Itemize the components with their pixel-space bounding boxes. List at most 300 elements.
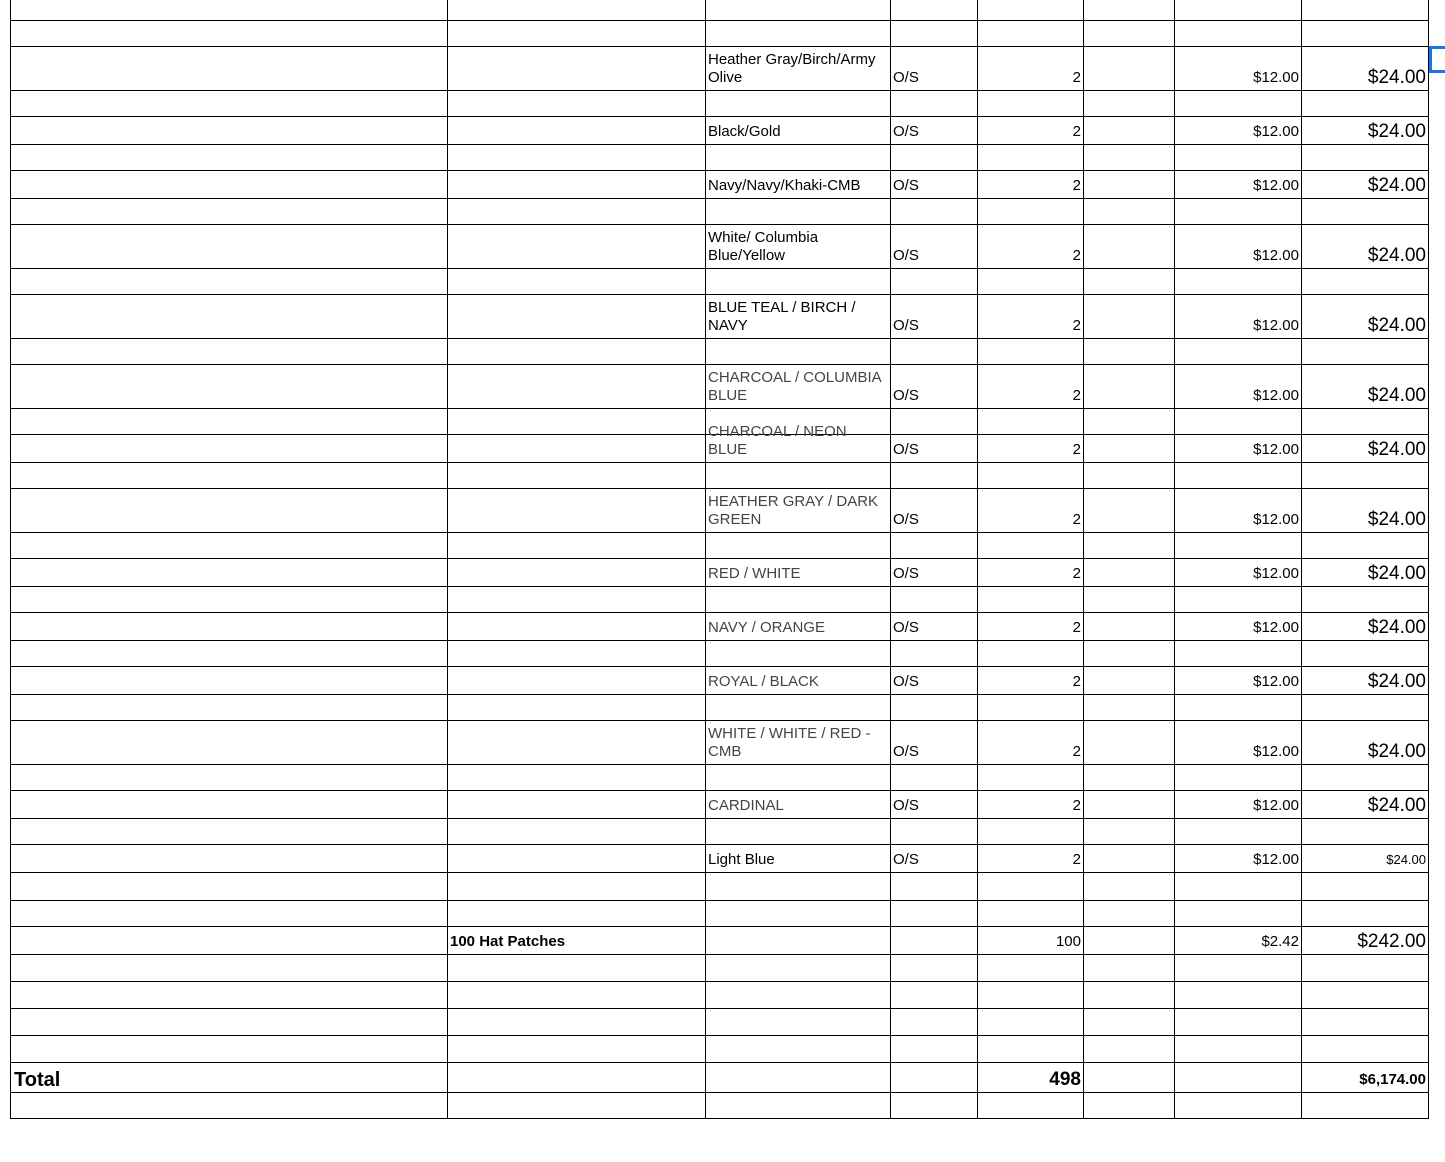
product-group-cell[interactable]: [447, 294, 706, 339]
empty-cell[interactable]: [1174, 764, 1302, 791]
empty-cell[interactable]: [1301, 872, 1429, 901]
color-cell[interactable]: [705, 790, 891, 819]
product-group-cell[interactable]: [447, 666, 706, 695]
price-cell[interactable]: [1174, 720, 1302, 765]
empty-cell[interactable]: [890, 338, 978, 365]
empty-cell[interactable]: [890, 1035, 978, 1063]
empty-cell[interactable]: [1174, 90, 1302, 117]
empty-cell[interactable]: [977, 532, 1084, 559]
empty-cell[interactable]: [1083, 872, 1175, 901]
empty-cell[interactable]: [1174, 338, 1302, 365]
color-cell[interactable]: [705, 926, 891, 955]
empty-cell[interactable]: [10, 20, 448, 47]
size-cell[interactable]: [890, 224, 978, 269]
product-group-cell[interactable]: [447, 558, 706, 587]
price-cell[interactable]: [1174, 116, 1302, 145]
empty-cell[interactable]: [890, 872, 978, 901]
empty-cell[interactable]: [10, 981, 448, 1009]
empty-cell[interactable]: [10, 640, 448, 667]
empty-cell[interactable]: [705, 764, 891, 791]
empty-cell[interactable]: [1301, 20, 1429, 47]
price-cell[interactable]: [1174, 558, 1302, 587]
amount-cell[interactable]: [1301, 844, 1429, 873]
empty-cell[interactable]: [705, 900, 891, 927]
empty-cell[interactable]: [977, 144, 1084, 171]
empty-cell[interactable]: [10, 954, 448, 982]
empty-cell[interactable]: [977, 1008, 1084, 1036]
blank-cell[interactable]: [1083, 46, 1175, 91]
empty-cell[interactable]: [1301, 338, 1429, 365]
row-label-cell[interactable]: [10, 612, 448, 641]
empty-cell[interactable]: [447, 144, 706, 171]
empty-cell[interactable]: [705, 640, 891, 667]
size-cell[interactable]: [890, 720, 978, 765]
empty-cell[interactable]: [10, 462, 448, 489]
empty-cell[interactable]: [705, 586, 891, 613]
empty-cell[interactable]: [1174, 954, 1302, 982]
empty-cell[interactable]: [1301, 640, 1429, 667]
empty-cell[interactable]: [977, 0, 1084, 21]
empty-cell[interactable]: [977, 408, 1084, 435]
empty-cell[interactable]: [10, 586, 448, 613]
empty-cell[interactable]: [447, 818, 706, 845]
amount-cell[interactable]: [1301, 46, 1429, 91]
empty-cell[interactable]: [890, 0, 978, 21]
empty-cell[interactable]: [890, 90, 978, 117]
empty-cell[interactable]: [1174, 144, 1302, 171]
empty-cell[interactable]: [1083, 954, 1175, 982]
empty-cell[interactable]: [1301, 818, 1429, 845]
empty-cell[interactable]: [1301, 1092, 1429, 1119]
empty-cell[interactable]: [10, 694, 448, 721]
patches-item-cell[interactable]: [447, 926, 706, 955]
color-cell[interactable]: [705, 170, 891, 199]
empty-cell[interactable]: [447, 268, 706, 295]
product-group-cell[interactable]: [447, 488, 706, 533]
amount-cell[interactable]: [1301, 224, 1429, 269]
qty-cell[interactable]: [977, 364, 1084, 409]
empty-cell[interactable]: [977, 268, 1084, 295]
size-cell[interactable]: [890, 844, 978, 873]
qty-cell[interactable]: [977, 666, 1084, 695]
empty-cell[interactable]: [890, 818, 978, 845]
color-cell[interactable]: [705, 294, 891, 339]
empty-cell[interactable]: [447, 954, 706, 982]
empty-cell[interactable]: [1083, 338, 1175, 365]
product-group-cell[interactable]: [447, 434, 706, 463]
size-cell[interactable]: [890, 612, 978, 641]
empty-cell[interactable]: [705, 338, 891, 365]
empty-cell[interactable]: [1083, 144, 1175, 171]
blank-cell[interactable]: [1083, 434, 1175, 463]
row-label-cell[interactable]: [10, 790, 448, 819]
empty-cell[interactable]: [1301, 694, 1429, 721]
empty-cell[interactable]: [10, 764, 448, 791]
empty-cell[interactable]: [1174, 1035, 1302, 1063]
empty-cell[interactable]: [1174, 268, 1302, 295]
empty-cell[interactable]: [705, 818, 891, 845]
color-cell[interactable]: [705, 558, 891, 587]
empty-cell[interactable]: [1174, 640, 1302, 667]
empty-cell[interactable]: [447, 981, 706, 1009]
size-cell[interactable]: [890, 170, 978, 199]
size-cell[interactable]: [890, 116, 978, 145]
size-cell[interactable]: [890, 926, 978, 955]
empty-cell[interactable]: [447, 900, 706, 927]
color-cell[interactable]: [705, 488, 891, 533]
blank-cell[interactable]: [1083, 926, 1175, 955]
blank-cell[interactable]: [1083, 844, 1175, 873]
empty-cell[interactable]: [1174, 586, 1302, 613]
empty-cell[interactable]: [1301, 144, 1429, 171]
empty-cell[interactable]: [1174, 981, 1302, 1009]
qty-cell[interactable]: [977, 844, 1084, 873]
empty-cell[interactable]: [1174, 1008, 1302, 1036]
product-group-cell[interactable]: [447, 844, 706, 873]
empty-cell[interactable]: [10, 144, 448, 171]
product-group-cell[interactable]: [447, 224, 706, 269]
qty-cell[interactable]: [977, 434, 1084, 463]
empty-cell[interactable]: [1083, 981, 1175, 1009]
amount-cell[interactable]: [1301, 666, 1429, 695]
price-cell[interactable]: [1174, 170, 1302, 199]
empty-cell[interactable]: [705, 0, 891, 21]
price-cell[interactable]: [1174, 666, 1302, 695]
empty-cell[interactable]: [1301, 532, 1429, 559]
empty-cell[interactable]: [977, 954, 1084, 982]
size-cell[interactable]: [890, 294, 978, 339]
cell-selection-indicator[interactable]: [1429, 46, 1445, 73]
empty-cell[interactable]: [890, 532, 978, 559]
empty-cell[interactable]: [890, 1092, 978, 1119]
amount-cell[interactable]: [1301, 170, 1429, 199]
empty-cell[interactable]: [447, 586, 706, 613]
empty-cell[interactable]: [447, 640, 706, 667]
empty-cell[interactable]: [10, 90, 448, 117]
empty-cell[interactable]: [977, 586, 1084, 613]
empty-cell[interactable]: [1174, 20, 1302, 47]
empty-cell[interactable]: [1083, 818, 1175, 845]
empty-cell[interactable]: [1083, 408, 1175, 435]
empty-cell[interactable]: [1301, 1008, 1429, 1036]
empty-cell[interactable]: [977, 20, 1084, 47]
empty-cell[interactable]: [890, 694, 978, 721]
empty-cell[interactable]: [1174, 198, 1302, 225]
price-cell[interactable]: [1174, 926, 1302, 955]
blank-cell[interactable]: [1083, 488, 1175, 533]
price-cell[interactable]: [1174, 612, 1302, 641]
empty-cell[interactable]: [447, 532, 706, 559]
price-cell[interactable]: [1174, 224, 1302, 269]
empty-cell[interactable]: [705, 872, 891, 901]
row-label-cell[interactable]: [10, 844, 448, 873]
color-cell[interactable]: [705, 116, 891, 145]
qty-cell[interactable]: [977, 720, 1084, 765]
empty-cell[interactable]: [705, 1035, 891, 1063]
blank-cell[interactable]: [1083, 720, 1175, 765]
empty-cell[interactable]: [977, 981, 1084, 1009]
empty-cell[interactable]: [890, 198, 978, 225]
empty-cell[interactable]: [1083, 532, 1175, 559]
total-amount-cell[interactable]: [1301, 1062, 1429, 1093]
blank-cell[interactable]: [1083, 170, 1175, 199]
empty-cell[interactable]: [890, 20, 978, 47]
empty-cell[interactable]: [705, 954, 891, 982]
empty-cell[interactable]: [447, 338, 706, 365]
row-label-cell[interactable]: [10, 926, 448, 955]
empty-cell[interactable]: [1083, 0, 1175, 21]
empty-cell[interactable]: [890, 462, 978, 489]
empty-cell[interactable]: [1083, 1092, 1175, 1119]
empty-cell[interactable]: [447, 1035, 706, 1063]
amount-cell[interactable]: [1301, 364, 1429, 409]
color-cell[interactable]: [705, 224, 891, 269]
empty-cell[interactable]: [447, 20, 706, 47]
empty-cell[interactable]: [1174, 462, 1302, 489]
amount-cell[interactable]: [1301, 720, 1429, 765]
blank-cell[interactable]: [447, 1062, 706, 1093]
color-cell[interactable]: [705, 46, 891, 91]
row-label-cell[interactable]: [10, 364, 448, 409]
empty-cell[interactable]: [1174, 0, 1302, 21]
row-label-cell[interactable]: [10, 666, 448, 695]
blank-cell[interactable]: [1083, 224, 1175, 269]
blank-cell[interactable]: [1083, 294, 1175, 339]
empty-cell[interactable]: [890, 640, 978, 667]
empty-cell[interactable]: [447, 764, 706, 791]
empty-cell[interactable]: [977, 818, 1084, 845]
empty-cell[interactable]: [1174, 694, 1302, 721]
blank-cell[interactable]: [1083, 364, 1175, 409]
empty-cell[interactable]: [1174, 818, 1302, 845]
amount-cell[interactable]: [1301, 558, 1429, 587]
empty-cell[interactable]: [1301, 0, 1429, 21]
empty-cell[interactable]: [1083, 462, 1175, 489]
blank-cell[interactable]: [1174, 1062, 1302, 1093]
empty-cell[interactable]: [705, 198, 891, 225]
empty-cell[interactable]: [1301, 268, 1429, 295]
blank-cell[interactable]: [1083, 116, 1175, 145]
empty-cell[interactable]: [890, 408, 978, 435]
row-label-cell[interactable]: [10, 294, 448, 339]
empty-cell[interactable]: [10, 818, 448, 845]
product-group-cell[interactable]: [447, 790, 706, 819]
qty-cell[interactable]: [977, 926, 1084, 955]
amount-cell[interactable]: [1301, 488, 1429, 533]
qty-cell[interactable]: [977, 170, 1084, 199]
empty-cell[interactable]: [447, 408, 706, 435]
empty-cell[interactable]: [447, 198, 706, 225]
empty-cell[interactable]: [447, 462, 706, 489]
empty-cell[interactable]: [890, 764, 978, 791]
empty-cell[interactable]: [977, 198, 1084, 225]
blank-cell[interactable]: [890, 1062, 978, 1093]
row-label-cell[interactable]: [10, 116, 448, 145]
row-label-cell[interactable]: [10, 434, 448, 463]
empty-cell[interactable]: [1301, 408, 1429, 435]
empty-cell[interactable]: [1301, 764, 1429, 791]
blank-cell[interactable]: [705, 1062, 891, 1093]
empty-cell[interactable]: [10, 198, 448, 225]
total-label-cell[interactable]: [10, 1062, 448, 1093]
empty-cell[interactable]: [705, 1008, 891, 1036]
qty-cell[interactable]: [977, 558, 1084, 587]
empty-cell[interactable]: [1083, 586, 1175, 613]
blank-cell[interactable]: [1083, 666, 1175, 695]
row-label-cell[interactable]: [10, 170, 448, 199]
empty-cell[interactable]: [1083, 20, 1175, 47]
row-label-cell[interactable]: [10, 720, 448, 765]
blank-cell[interactable]: [1083, 612, 1175, 641]
qty-cell[interactable]: [977, 224, 1084, 269]
size-cell[interactable]: [890, 364, 978, 409]
empty-cell[interactable]: [447, 872, 706, 901]
amount-cell[interactable]: [1301, 612, 1429, 641]
empty-cell[interactable]: [977, 764, 1084, 791]
empty-cell[interactable]: [10, 408, 448, 435]
qty-cell[interactable]: [977, 46, 1084, 91]
empty-cell[interactable]: [1083, 268, 1175, 295]
empty-cell[interactable]: [705, 90, 891, 117]
empty-cell[interactable]: [890, 268, 978, 295]
empty-cell[interactable]: [1174, 532, 1302, 559]
empty-cell[interactable]: [1083, 90, 1175, 117]
empty-cell[interactable]: [1083, 640, 1175, 667]
color-cell[interactable]: [705, 423, 891, 463]
amount-cell[interactable]: [1301, 294, 1429, 339]
empty-cell[interactable]: [1083, 900, 1175, 927]
empty-cell[interactable]: [890, 1008, 978, 1036]
qty-cell[interactable]: [977, 294, 1084, 339]
size-cell[interactable]: [890, 434, 978, 463]
empty-cell[interactable]: [890, 144, 978, 171]
qty-cell[interactable]: [977, 612, 1084, 641]
empty-cell[interactable]: [705, 268, 891, 295]
color-cell[interactable]: [705, 612, 891, 641]
empty-cell[interactable]: [890, 586, 978, 613]
product-group-cell[interactable]: [447, 364, 706, 409]
color-cell[interactable]: [705, 720, 891, 765]
empty-cell[interactable]: [447, 90, 706, 117]
row-label-cell[interactable]: [10, 224, 448, 269]
empty-cell[interactable]: [1301, 954, 1429, 982]
empty-cell[interactable]: [890, 981, 978, 1009]
empty-cell[interactable]: [705, 144, 891, 171]
size-cell[interactable]: [890, 46, 978, 91]
empty-cell[interactable]: [1301, 462, 1429, 489]
empty-cell[interactable]: [1174, 1092, 1302, 1119]
product-group-cell[interactable]: [447, 46, 706, 91]
empty-cell[interactable]: [1301, 90, 1429, 117]
empty-cell[interactable]: [705, 532, 891, 559]
empty-cell[interactable]: [1301, 198, 1429, 225]
empty-cell[interactable]: [1083, 198, 1175, 225]
row-label-cell[interactable]: [10, 488, 448, 533]
empty-cell[interactable]: [10, 532, 448, 559]
empty-cell[interactable]: [890, 954, 978, 982]
empty-cell[interactable]: [977, 1035, 1084, 1063]
product-group-cell[interactable]: [447, 116, 706, 145]
row-label-cell[interactable]: [10, 46, 448, 91]
qty-cell[interactable]: [977, 488, 1084, 533]
size-cell[interactable]: [890, 558, 978, 587]
empty-cell[interactable]: [10, 1008, 448, 1036]
empty-cell[interactable]: [1083, 694, 1175, 721]
row-label-cell[interactable]: [10, 558, 448, 587]
empty-cell[interactable]: [705, 1092, 891, 1119]
amount-cell[interactable]: [1301, 434, 1429, 463]
blank-cell[interactable]: [1083, 558, 1175, 587]
empty-cell[interactable]: [977, 90, 1084, 117]
blank-cell[interactable]: [1083, 790, 1175, 819]
empty-cell[interactable]: [977, 462, 1084, 489]
empty-cell[interactable]: [977, 1092, 1084, 1119]
empty-cell[interactable]: [447, 0, 706, 21]
empty-cell[interactable]: [705, 694, 891, 721]
empty-cell[interactable]: [705, 462, 891, 489]
product-group-cell[interactable]: [447, 612, 706, 641]
empty-cell[interactable]: [977, 872, 1084, 901]
empty-cell[interactable]: [977, 338, 1084, 365]
empty-cell[interactable]: [977, 900, 1084, 927]
amount-cell[interactable]: [1301, 790, 1429, 819]
empty-cell[interactable]: [1301, 900, 1429, 927]
price-cell[interactable]: [1174, 434, 1302, 463]
price-cell[interactable]: [1174, 844, 1302, 873]
empty-cell[interactable]: [10, 900, 448, 927]
empty-cell[interactable]: [705, 981, 891, 1009]
size-cell[interactable]: [890, 790, 978, 819]
empty-cell[interactable]: [977, 694, 1084, 721]
empty-cell[interactable]: [447, 1008, 706, 1036]
empty-cell[interactable]: [447, 694, 706, 721]
empty-cell[interactable]: [10, 1035, 448, 1063]
size-cell[interactable]: [890, 488, 978, 533]
empty-cell[interactable]: [1083, 1035, 1175, 1063]
empty-cell[interactable]: [1301, 1035, 1429, 1063]
color-cell[interactable]: [705, 844, 891, 873]
empty-cell[interactable]: [10, 268, 448, 295]
empty-cell[interactable]: [1083, 764, 1175, 791]
empty-cell[interactable]: [10, 1092, 448, 1119]
empty-cell[interactable]: [10, 338, 448, 365]
price-cell[interactable]: [1174, 294, 1302, 339]
price-cell[interactable]: [1174, 488, 1302, 533]
empty-cell[interactable]: [1174, 408, 1302, 435]
product-group-cell[interactable]: [447, 170, 706, 199]
price-cell[interactable]: [1174, 364, 1302, 409]
empty-cell[interactable]: [890, 900, 978, 927]
product-group-cell[interactable]: [447, 720, 706, 765]
price-cell[interactable]: [1174, 46, 1302, 91]
empty-cell[interactable]: [1301, 981, 1429, 1009]
empty-cell[interactable]: [1083, 1008, 1175, 1036]
empty-cell[interactable]: [10, 0, 448, 21]
color-cell[interactable]: [705, 666, 891, 695]
amount-cell[interactable]: [1301, 926, 1429, 955]
empty-cell[interactable]: [1174, 872, 1302, 901]
blank-cell[interactable]: [1083, 1062, 1175, 1093]
total-qty-cell[interactable]: [977, 1062, 1084, 1093]
price-cell[interactable]: [1174, 790, 1302, 819]
empty-cell[interactable]: [447, 1092, 706, 1119]
empty-cell[interactable]: [1301, 586, 1429, 613]
empty-cell[interactable]: [977, 640, 1084, 667]
empty-cell[interactable]: [1174, 900, 1302, 927]
color-cell[interactable]: [705, 364, 891, 409]
amount-cell[interactable]: [1301, 116, 1429, 145]
qty-cell[interactable]: [977, 790, 1084, 819]
